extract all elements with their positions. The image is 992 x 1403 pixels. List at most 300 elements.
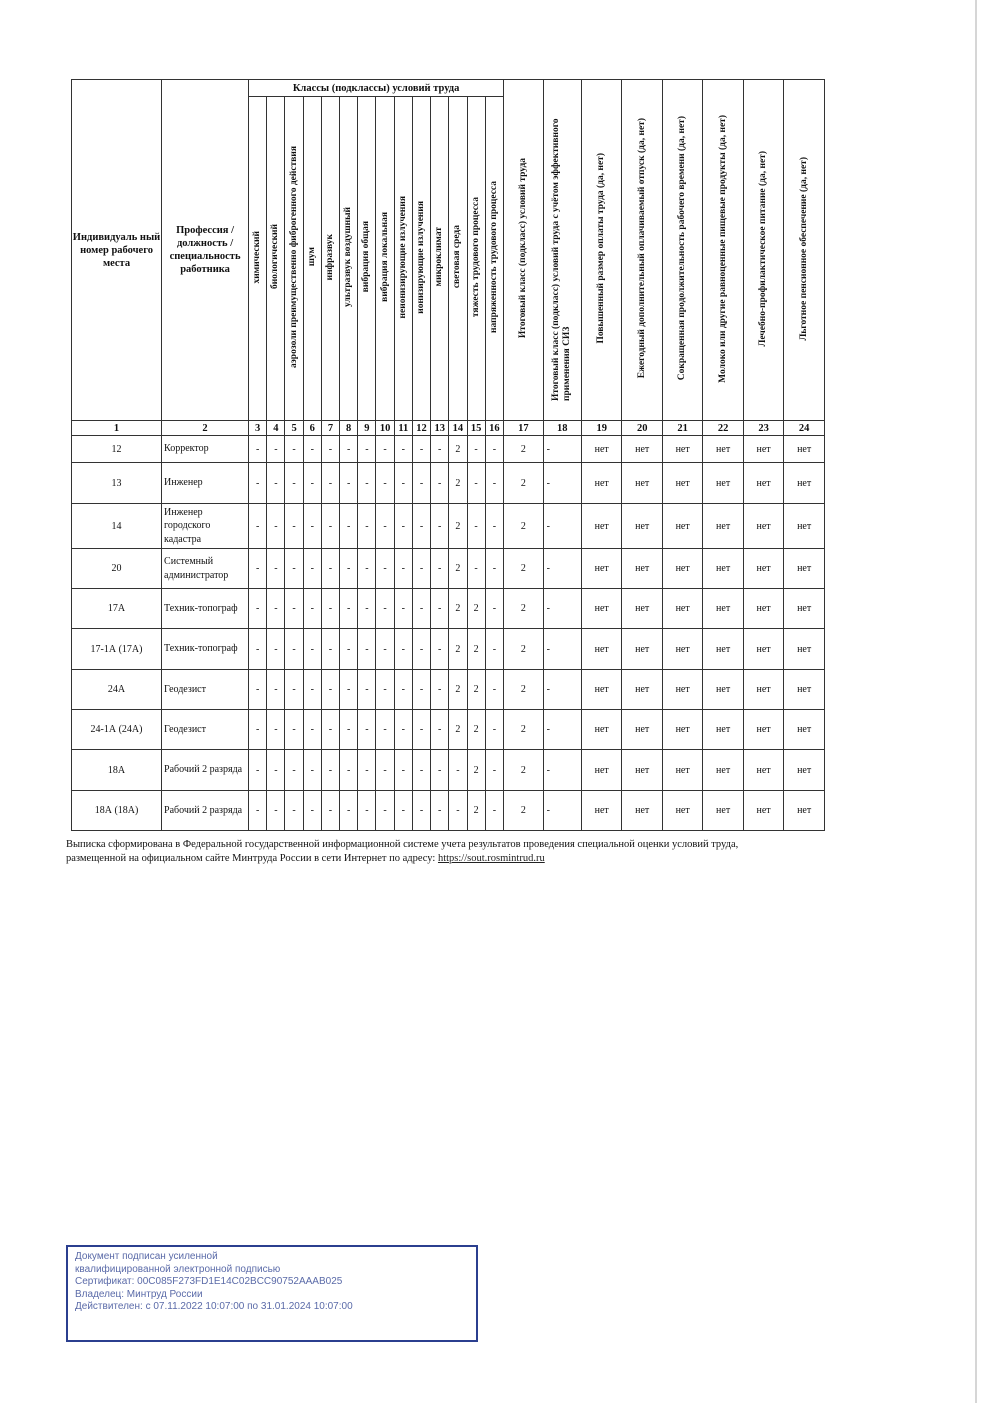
factor-class-cell: 2 bbox=[467, 750, 485, 791]
factor-class-cell: - bbox=[431, 463, 449, 504]
factor-class-cell: - bbox=[267, 710, 285, 750]
guarantee-cell: нет bbox=[743, 463, 783, 504]
factor-class-cell: - bbox=[358, 750, 376, 791]
factor-class-cell: - bbox=[321, 629, 339, 670]
footer-line-2: размещенной на официальном сайте Минтруда России в сети Интернет по адресу: https://sout.rosmintrud.ru bbox=[66, 852, 545, 864]
header-final-class-siz: Итоговый класс (подкласс) условий труда с учётом эффективного применения СИЗ bbox=[543, 80, 581, 421]
factor-class-cell: - bbox=[249, 750, 267, 791]
factor-class-cell: 2 bbox=[449, 710, 467, 750]
profession-cell: Техник-топограф bbox=[162, 589, 249, 629]
column-number: 12 bbox=[412, 421, 430, 436]
profession-cell: Рабочий 2 разряда bbox=[162, 750, 249, 791]
factor-class-cell: - bbox=[431, 549, 449, 589]
factor-class-cell: - bbox=[285, 629, 303, 670]
column-number: 13 bbox=[431, 421, 449, 436]
factor-class-cell: - bbox=[340, 589, 358, 629]
factor-class-cell: - bbox=[431, 750, 449, 791]
factor-class-cell: - bbox=[321, 463, 339, 504]
signature-owner: Владелец: Минтруд России bbox=[75, 1288, 203, 1300]
column-number: 5 bbox=[285, 421, 303, 436]
factor-class-cell: - bbox=[358, 589, 376, 629]
guarantee-cell: нет bbox=[743, 589, 783, 629]
guarantee-cell: нет bbox=[743, 750, 783, 791]
header-factor-chemical: химический bbox=[249, 97, 267, 421]
guarantee-cell: нет bbox=[743, 710, 783, 750]
column-number: 2 bbox=[162, 421, 249, 436]
column-number: 6 bbox=[303, 421, 321, 436]
guarantee-cell: нет bbox=[703, 791, 743, 831]
workplace-number-cell: 12 bbox=[72, 436, 162, 463]
final-class-cell: 2 bbox=[504, 629, 543, 670]
factor-class-cell: - bbox=[449, 791, 467, 831]
header-factor-lighting: световая среда bbox=[449, 97, 467, 421]
factor-class-cell: - bbox=[267, 629, 285, 670]
guarantee-cell: нет bbox=[743, 791, 783, 831]
table-row bbox=[72, 463, 825, 504]
factor-class-cell: - bbox=[431, 629, 449, 670]
factor-class-cell: - bbox=[321, 504, 339, 549]
factor-class-cell: - bbox=[267, 549, 285, 589]
factor-class-cell: - bbox=[303, 549, 321, 589]
final-class-cell: 2 bbox=[504, 750, 543, 791]
final-class-cell: 2 bbox=[504, 436, 543, 463]
workplace-number-cell: 18А bbox=[72, 750, 162, 791]
guarantee-cell: нет bbox=[662, 589, 702, 629]
column-number: 11 bbox=[394, 421, 412, 436]
guarantee-cell: нет bbox=[743, 504, 783, 549]
factor-class-cell: - bbox=[394, 750, 412, 791]
page-edge bbox=[975, 0, 977, 1403]
factor-class-cell: - bbox=[485, 463, 503, 504]
workplace-number-cell: 24-1А (24А) bbox=[72, 710, 162, 750]
header-final-class: Итоговый класс (подкласс) условий труда bbox=[504, 80, 543, 421]
factor-class-cell: - bbox=[340, 750, 358, 791]
factor-class-cell: - bbox=[358, 670, 376, 710]
factor-class-cell: - bbox=[376, 629, 394, 670]
guarantee-cell: нет bbox=[784, 791, 825, 831]
table-row bbox=[72, 436, 825, 463]
final-class-siz-cell: - bbox=[543, 670, 581, 710]
workplace-number-cell: 13 bbox=[72, 463, 162, 504]
column-number: 15 bbox=[467, 421, 485, 436]
guarantee-cell: нет bbox=[703, 589, 743, 629]
profession-cell: Инженер bbox=[162, 463, 249, 504]
guarantee-cell: нет bbox=[582, 463, 622, 504]
guarantee-cell: нет bbox=[703, 463, 743, 504]
guarantee-cell: нет bbox=[582, 670, 622, 710]
factor-class-cell: - bbox=[249, 504, 267, 549]
final-class-cell: 2 bbox=[504, 549, 543, 589]
signature-line-2: квалифицированной электронной подписью bbox=[75, 1263, 281, 1275]
factor-class-cell: - bbox=[376, 750, 394, 791]
final-class-siz-cell: - bbox=[543, 710, 581, 750]
column-number: 3 bbox=[249, 421, 267, 436]
header-factor-noise: шум bbox=[303, 97, 321, 421]
column-numbers-row bbox=[72, 421, 825, 436]
guarantee-cell: нет bbox=[784, 589, 825, 629]
factor-class-cell: - bbox=[376, 791, 394, 831]
guarantee-cell: нет bbox=[582, 750, 622, 791]
table-body bbox=[72, 436, 825, 831]
factor-class-cell: 2 bbox=[449, 629, 467, 670]
factor-class-cell: - bbox=[412, 629, 430, 670]
guarantee-cell: нет bbox=[662, 710, 702, 750]
column-number: 7 bbox=[321, 421, 339, 436]
final-class-cell: 2 bbox=[504, 670, 543, 710]
factor-class-cell: - bbox=[285, 710, 303, 750]
final-class-siz-cell: - bbox=[543, 629, 581, 670]
factor-class-cell: - bbox=[340, 549, 358, 589]
header-guarantee-pension: Льготное пенсионное обеспечение (да, нет) bbox=[784, 80, 825, 421]
factor-class-cell: - bbox=[340, 504, 358, 549]
table-row bbox=[72, 589, 825, 629]
column-number: 22 bbox=[703, 421, 743, 436]
column-number: 8 bbox=[340, 421, 358, 436]
guarantee-cell: нет bbox=[622, 436, 662, 463]
guarantee-cell: нет bbox=[784, 710, 825, 750]
factor-class-cell: - bbox=[376, 589, 394, 629]
guarantee-cell: нет bbox=[662, 504, 702, 549]
guarantee-cell: нет bbox=[582, 549, 622, 589]
factor-class-cell: 2 bbox=[467, 629, 485, 670]
factor-class-cell: - bbox=[285, 463, 303, 504]
workplace-number-cell: 20 bbox=[72, 549, 162, 589]
guarantee-cell: нет bbox=[703, 750, 743, 791]
profession-cell: Геодезист bbox=[162, 710, 249, 750]
guarantee-cell: нет bbox=[582, 504, 622, 549]
factor-class-cell: - bbox=[321, 589, 339, 629]
factor-class-cell: - bbox=[267, 750, 285, 791]
guarantee-cell: нет bbox=[703, 549, 743, 589]
header-guarantee-milk: Молоко или другие равноценные пищевые продукты (да, нет) bbox=[703, 80, 743, 421]
factor-class-cell: - bbox=[285, 750, 303, 791]
factor-class-cell: - bbox=[285, 670, 303, 710]
footer-line-1: Выписка сформирована в Федеральной государственной информационной системе учета результатов проведения специальной оценки условий труда, bbox=[66, 839, 739, 850]
guarantee-cell: нет bbox=[662, 791, 702, 831]
factor-class-cell: - bbox=[394, 670, 412, 710]
final-class-cell: 2 bbox=[504, 710, 543, 750]
factor-class-cell: - bbox=[303, 791, 321, 831]
factor-class-cell: - bbox=[358, 549, 376, 589]
factor-class-cell: - bbox=[376, 436, 394, 463]
table-row bbox=[72, 750, 825, 791]
final-class-siz-cell: - bbox=[543, 549, 581, 589]
factor-class-cell: - bbox=[267, 791, 285, 831]
header-factor-ionizing: ионизирующие излучения bbox=[412, 97, 430, 421]
factor-class-cell: - bbox=[321, 436, 339, 463]
factor-class-cell: - bbox=[376, 670, 394, 710]
table-row bbox=[72, 670, 825, 710]
factor-class-cell: - bbox=[249, 670, 267, 710]
guarantee-cell: нет bbox=[703, 504, 743, 549]
guarantee-cell: нет bbox=[622, 463, 662, 504]
guarantee-cell: нет bbox=[784, 463, 825, 504]
workplace-number-cell: 17А bbox=[72, 589, 162, 629]
final-class-siz-cell: - bbox=[543, 463, 581, 504]
guarantee-cell: нет bbox=[622, 670, 662, 710]
header-factor-vibration-general: вибрация общая bbox=[358, 97, 376, 421]
signature-validity: Действителен: с 07.11.2022 10:07:00 по 31.01.2024 10:07:00 bbox=[75, 1301, 353, 1312]
factor-class-cell: - bbox=[449, 750, 467, 791]
guarantee-cell: нет bbox=[703, 629, 743, 670]
factor-class-cell: - bbox=[303, 463, 321, 504]
factor-class-cell: - bbox=[249, 436, 267, 463]
factor-class-cell: - bbox=[412, 504, 430, 549]
guarantee-cell: нет bbox=[703, 436, 743, 463]
guarantee-cell: нет bbox=[582, 629, 622, 670]
column-number: 17 bbox=[504, 421, 543, 436]
factor-class-cell: - bbox=[412, 589, 430, 629]
column-number: 21 bbox=[662, 421, 702, 436]
header-factor-aerosols: аэрозоли преимущественно фиброгенного действия bbox=[285, 97, 303, 421]
factor-class-cell: - bbox=[249, 791, 267, 831]
column-number: 14 bbox=[449, 421, 467, 436]
factor-class-cell: - bbox=[485, 710, 503, 750]
factor-class-cell: - bbox=[394, 549, 412, 589]
sout-link[interactable]: https://sout.rosmintrud.ru bbox=[437, 852, 545, 864]
guarantee-cell: нет bbox=[784, 629, 825, 670]
guarantee-cell: нет bbox=[622, 629, 662, 670]
column-number: 23 bbox=[743, 421, 783, 436]
factor-class-cell: - bbox=[303, 750, 321, 791]
factor-class-cell: - bbox=[249, 629, 267, 670]
guarantee-cell: нет bbox=[662, 670, 702, 710]
factor-class-cell: - bbox=[321, 670, 339, 710]
factor-class-cell: - bbox=[321, 710, 339, 750]
factor-class-cell: - bbox=[303, 710, 321, 750]
header-factor-vibration-local: вибрация локальная bbox=[376, 97, 394, 421]
header-factor-nonionizing: неионизирующие излучения bbox=[394, 97, 412, 421]
factor-class-cell: - bbox=[394, 710, 412, 750]
sout-results-table bbox=[71, 79, 825, 831]
factor-class-cell: - bbox=[412, 791, 430, 831]
column-number: 19 bbox=[582, 421, 622, 436]
factor-class-cell: - bbox=[267, 436, 285, 463]
factor-class-cell: - bbox=[394, 436, 412, 463]
final-class-siz-cell: - bbox=[543, 436, 581, 463]
profession-cell: Инженер городского кадастра bbox=[162, 504, 249, 549]
header-factor-ultrasound: ультразвук воздушный bbox=[340, 97, 358, 421]
guarantee-cell: нет bbox=[743, 436, 783, 463]
factor-class-cell: 2 bbox=[449, 549, 467, 589]
guarantee-cell: нет bbox=[622, 504, 662, 549]
column-number: 24 bbox=[784, 421, 825, 436]
factor-class-cell: - bbox=[303, 670, 321, 710]
factor-class-cell: - bbox=[358, 710, 376, 750]
guarantee-cell: нет bbox=[784, 504, 825, 549]
factor-class-cell: - bbox=[431, 589, 449, 629]
footer-note bbox=[66, 838, 846, 865]
factor-class-cell: - bbox=[485, 549, 503, 589]
header-guarantee-extra-leave: Ежегодный дополнительный оплачиваемый отпуск (да, нет) bbox=[622, 80, 662, 421]
guarantee-cell: нет bbox=[662, 463, 702, 504]
factor-class-cell: - bbox=[321, 791, 339, 831]
factor-class-cell: - bbox=[431, 504, 449, 549]
factor-class-cell: - bbox=[285, 791, 303, 831]
final-class-siz-cell: - bbox=[543, 750, 581, 791]
factor-class-cell: - bbox=[340, 436, 358, 463]
factor-class-cell: - bbox=[412, 750, 430, 791]
factor-class-cell: - bbox=[376, 463, 394, 504]
guarantee-cell: нет bbox=[743, 670, 783, 710]
workplace-number-cell: 24А bbox=[72, 670, 162, 710]
factor-class-cell: - bbox=[412, 710, 430, 750]
factor-class-cell: - bbox=[394, 629, 412, 670]
factor-class-cell: - bbox=[321, 750, 339, 791]
column-number: 18 bbox=[543, 421, 581, 436]
factor-class-cell: - bbox=[431, 436, 449, 463]
factor-class-cell: 2 bbox=[449, 670, 467, 710]
guarantee-cell: нет bbox=[582, 791, 622, 831]
header-guarantee-nutrition: Лечебно-профилактическое питание (да, нет) bbox=[743, 80, 783, 421]
factor-class-cell: - bbox=[467, 436, 485, 463]
guarantee-cell: нет bbox=[784, 670, 825, 710]
factor-class-cell: - bbox=[394, 463, 412, 504]
factor-class-cell: - bbox=[321, 549, 339, 589]
factor-class-cell: - bbox=[485, 504, 503, 549]
factor-class-cell: - bbox=[394, 589, 412, 629]
factor-class-cell: 2 bbox=[467, 710, 485, 750]
factor-class-cell: - bbox=[394, 791, 412, 831]
factor-class-cell: - bbox=[358, 504, 376, 549]
factor-class-cell: - bbox=[267, 504, 285, 549]
guarantee-cell: нет bbox=[743, 629, 783, 670]
guarantee-cell: нет bbox=[662, 549, 702, 589]
profession-cell: Корректор bbox=[162, 436, 249, 463]
factor-class-cell: - bbox=[303, 436, 321, 463]
factor-class-cell: - bbox=[485, 670, 503, 710]
profession-cell: Системный администратор bbox=[162, 549, 249, 589]
header-guarantee-increased-pay: Повышенный размер оплаты труда (да, нет) bbox=[582, 80, 622, 421]
factor-class-cell: - bbox=[358, 463, 376, 504]
factor-class-cell: - bbox=[467, 463, 485, 504]
factor-class-cell: - bbox=[340, 710, 358, 750]
workplace-number-cell: 18А (18А) bbox=[72, 791, 162, 831]
final-class-cell: 2 bbox=[504, 589, 543, 629]
header-profession: Профессия / должность / специальность работника bbox=[162, 80, 249, 421]
workplace-number-cell: 17-1А (17А) bbox=[72, 629, 162, 670]
profession-cell: Геодезист bbox=[162, 670, 249, 710]
header-working-conditions-classes: Классы (подклассы) условий труда bbox=[249, 80, 504, 97]
factor-class-cell: 2 bbox=[449, 504, 467, 549]
table-row bbox=[72, 791, 825, 831]
factor-class-cell: - bbox=[249, 710, 267, 750]
factor-class-cell: 2 bbox=[467, 670, 485, 710]
header-factor-labor-severity: тяжесть трудового процесса bbox=[467, 97, 485, 421]
guarantee-cell: нет bbox=[784, 436, 825, 463]
factor-class-cell: - bbox=[376, 504, 394, 549]
signature-line-1: Документ подписан усиленной bbox=[75, 1251, 218, 1262]
factor-class-cell: - bbox=[340, 463, 358, 504]
factor-class-cell: - bbox=[358, 629, 376, 670]
final-class-cell: 2 bbox=[504, 463, 543, 504]
factor-class-cell: - bbox=[249, 463, 267, 504]
factor-class-cell: - bbox=[267, 463, 285, 504]
guarantee-cell: нет bbox=[784, 549, 825, 589]
factor-class-cell: - bbox=[431, 710, 449, 750]
factor-class-cell: - bbox=[431, 670, 449, 710]
header-factor-biological: биологический bbox=[267, 97, 285, 421]
factor-class-cell: 2 bbox=[467, 589, 485, 629]
factor-class-cell: - bbox=[394, 504, 412, 549]
factor-class-cell: - bbox=[267, 670, 285, 710]
signature-certificate: Сертификат: 00C085F273FD1E14C02BCC90752AAAB025 bbox=[75, 1276, 343, 1287]
header-factor-microclimate: микроклимат bbox=[431, 97, 449, 421]
factor-class-cell: - bbox=[249, 589, 267, 629]
guarantee-cell: нет bbox=[622, 750, 662, 791]
final-class-cell: 2 bbox=[504, 791, 543, 831]
guarantee-cell: нет bbox=[703, 710, 743, 750]
guarantee-cell: нет bbox=[743, 549, 783, 589]
factor-class-cell: - bbox=[412, 436, 430, 463]
factor-class-cell: 2 bbox=[467, 791, 485, 831]
guarantee-cell: нет bbox=[582, 710, 622, 750]
factor-class-cell: - bbox=[358, 436, 376, 463]
factor-class-cell: - bbox=[303, 589, 321, 629]
profession-cell: Рабочий 2 разряда bbox=[162, 791, 249, 831]
factor-class-cell: - bbox=[412, 463, 430, 504]
factor-class-cell: - bbox=[267, 589, 285, 629]
factor-class-cell: - bbox=[285, 504, 303, 549]
header-factor-infrasound: инфразвук bbox=[321, 97, 339, 421]
workplace-number-cell: 14 bbox=[72, 504, 162, 549]
factor-class-cell: - bbox=[485, 436, 503, 463]
factor-class-cell: - bbox=[303, 629, 321, 670]
factor-class-cell: - bbox=[485, 791, 503, 831]
final-class-cell: 2 bbox=[504, 504, 543, 549]
factor-class-cell: - bbox=[340, 791, 358, 831]
factor-class-cell: - bbox=[485, 629, 503, 670]
column-number: 16 bbox=[485, 421, 503, 436]
guarantee-cell: нет bbox=[703, 670, 743, 710]
table-row bbox=[72, 504, 825, 549]
final-class-siz-cell: - bbox=[543, 504, 581, 549]
guarantee-cell: нет bbox=[622, 791, 662, 831]
electronic-signature-stamp bbox=[66, 1245, 478, 1342]
guarantee-cell: нет bbox=[622, 710, 662, 750]
guarantee-cell: нет bbox=[582, 436, 622, 463]
factor-class-cell: - bbox=[412, 549, 430, 589]
factor-class-cell: - bbox=[285, 549, 303, 589]
factor-class-cell: - bbox=[485, 750, 503, 791]
header-guarantee-reduced-hours: Сокращенная продолжительность рабочего времени (да, нет) bbox=[662, 80, 702, 421]
guarantee-cell: нет bbox=[662, 750, 702, 791]
factor-class-cell: - bbox=[249, 549, 267, 589]
profession-cell: Техник-топограф bbox=[162, 629, 249, 670]
table-row bbox=[72, 710, 825, 750]
table-row bbox=[72, 629, 825, 670]
factor-class-cell: 2 bbox=[449, 589, 467, 629]
guarantee-cell: нет bbox=[622, 549, 662, 589]
table-row bbox=[72, 549, 825, 589]
column-number: 10 bbox=[376, 421, 394, 436]
column-number: 9 bbox=[358, 421, 376, 436]
factor-class-cell: - bbox=[285, 589, 303, 629]
factor-class-cell: - bbox=[285, 436, 303, 463]
column-number: 1 bbox=[72, 421, 162, 436]
factor-class-cell: - bbox=[431, 791, 449, 831]
factor-class-cell: - bbox=[303, 504, 321, 549]
guarantee-cell: нет bbox=[784, 750, 825, 791]
factor-class-cell: - bbox=[340, 629, 358, 670]
final-class-siz-cell: - bbox=[543, 589, 581, 629]
guarantee-cell: нет bbox=[662, 629, 702, 670]
final-class-siz-cell: - bbox=[543, 791, 581, 831]
factor-class-cell: - bbox=[376, 710, 394, 750]
header-factor-labor-intensity: напряженность трудового процесса bbox=[485, 97, 503, 421]
factor-class-cell: - bbox=[467, 504, 485, 549]
factor-class-cell: - bbox=[376, 549, 394, 589]
